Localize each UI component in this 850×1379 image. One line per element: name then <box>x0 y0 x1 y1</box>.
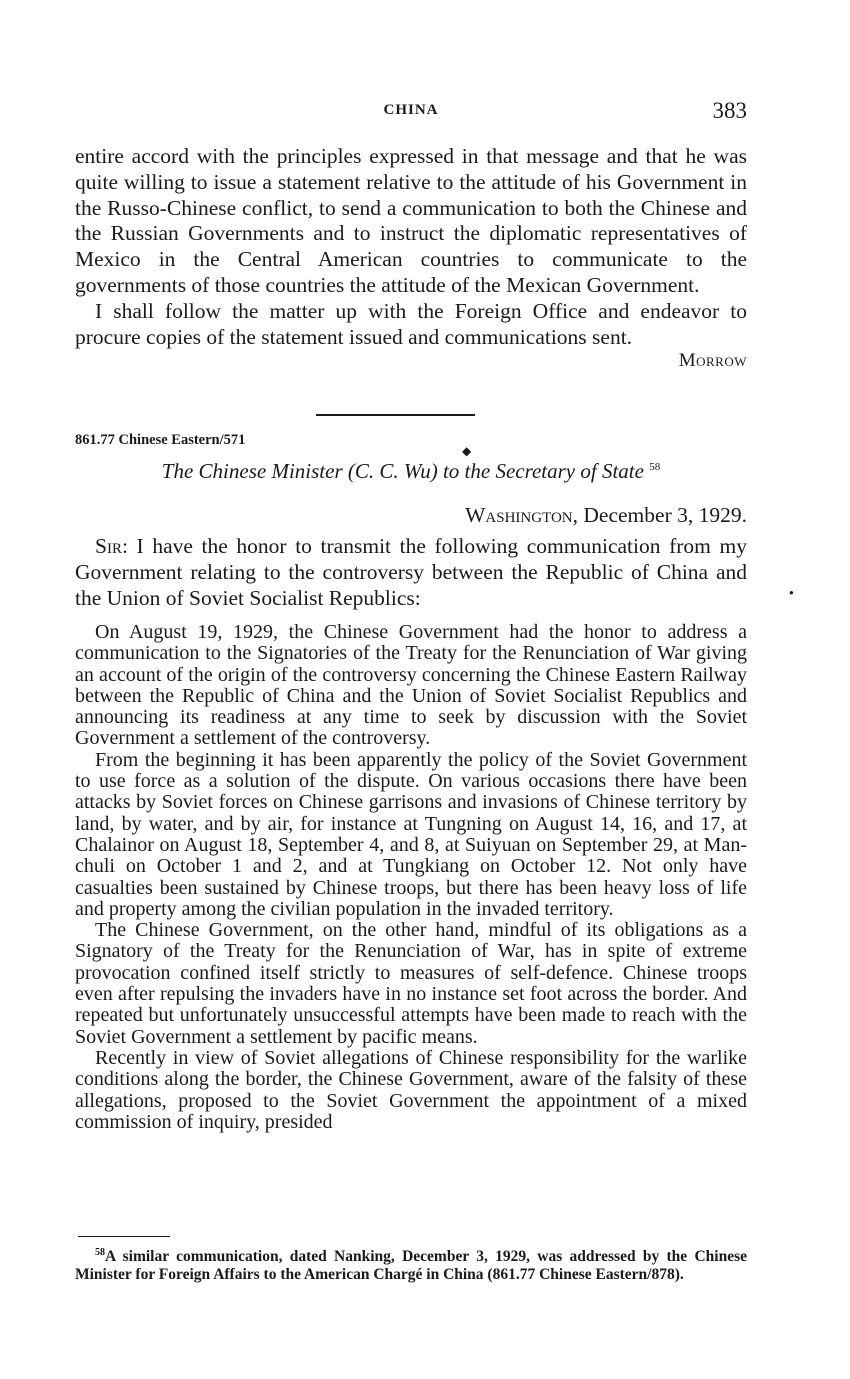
footnote-text: A similar communication, dated Nanking, December 3, 1929, was addressed by the Chinese Minister for Foreign Affairs to the American Chargé in China (861.77 Chinese Eastern/878). <box>75 1248 747 1283</box>
continuation-text <box>75 144 747 374</box>
page-number: 383 <box>712 98 747 123</box>
signature: Morrow <box>678 350 747 372</box>
running-head: CHINA <box>383 102 439 118</box>
document-title-text: The Chinese Minister (C. C. Wu) to the Secretary of State <box>161 459 644 483</box>
document-title <box>75 459 747 484</box>
quote-paragraph: From the beginning it has been apparently the policy of the Soviet Government to use force as a solution of the dispute. On various occasions there have been attacks by Soviet forces on Chinese garrisons and invasions of Chinese territory by land, by water, and by air, for instance at Tungning on August 14, 16, and 17, at Chalainor on August 18, September 4, and 8, at Suiyuan on September 29, at Manchuli on October 1 and 2, and at Tungkiang on October 12. Not only have casualties been sustained by Chinese troops, but there has been heavy loss of life and property among the civilian population in the invaded territory. <box>75 748 747 920</box>
stray-mark: ◆ <box>462 444 472 458</box>
quote-paragraph: The Chinese Government, on the other hand, mindful of its obligations as a Signatory of the Treaty for the Renunciation of War, has in spite of extreme provocation confined itself strictly to measures of self-defence. Chinese troops even after repulsing the invaders have in no instance set foot across the border. And repeated but unfortunately unsuccessful attempts have been made to reach with the Soviet Government a settlement by pacific means. <box>75 919 747 1048</box>
salutation: Sir <box>95 534 122 558</box>
letter-opening <box>75 534 747 611</box>
opening-text: : I have the honor to transmit the following communication from my Government relating to the controversy between the Republic of China and the Union of Soviet Socialist Republics: <box>75 534 747 610</box>
stray-mark: ● <box>789 588 794 597</box>
quote-paragraph: On August 19, 1929, the Chinese Government had the honor to address a communication to the Signatories of the Treaty for the Renunciation of War giving an account of the origin of the controversy concerning the Chinese Eastern Railway between the Republic of China and the Union of Soviet Socialist Republics and announcing its readiness at any time to seek by discussion with the Soviet Government a settlement of the controversy. <box>75 621 747 750</box>
footnote <box>75 1244 747 1283</box>
dateline-place: Washington <box>465 503 573 527</box>
footnote-marker: 58 <box>95 1247 105 1258</box>
footnote-divider <box>78 1236 170 1237</box>
continuation-paragraph: entire accord with the principles expressed in that message and that he was quite willing to issue a statement relative to the attitude of his Government in the Russo-Chinese conflict, to send a communication to both the Chinese and the Russian Governments and to instruct the diplomatic representatives of Mexico in the Central American countries to communicate to the governments of those countries the attitude of the Mexican Government. <box>75 144 747 297</box>
quoted-communication <box>75 622 747 1133</box>
section-divider <box>316 414 475 416</box>
quote-paragraph: Recently in view of Soviet allegations of Chinese responsibility for the warlike conditions along the border, the Chinese Government, aware of the falsity of these allegations, proposed to the Soviet Government the appointment of a mixed commission of inquiry, presided <box>75 1046 747 1133</box>
dateline <box>465 503 747 528</box>
page-header <box>75 98 747 128</box>
footnote-reference: 58 <box>649 461 661 473</box>
dateline-date: , December 3, 1929. <box>572 503 747 527</box>
continuation-paragraph: I shall follow the matter up with the Foreign Office and endeavor to procure copies of the statement issued and communications sent. <box>75 298 747 349</box>
file-reference: 861.77 Chinese Eastern/571 <box>75 432 246 448</box>
